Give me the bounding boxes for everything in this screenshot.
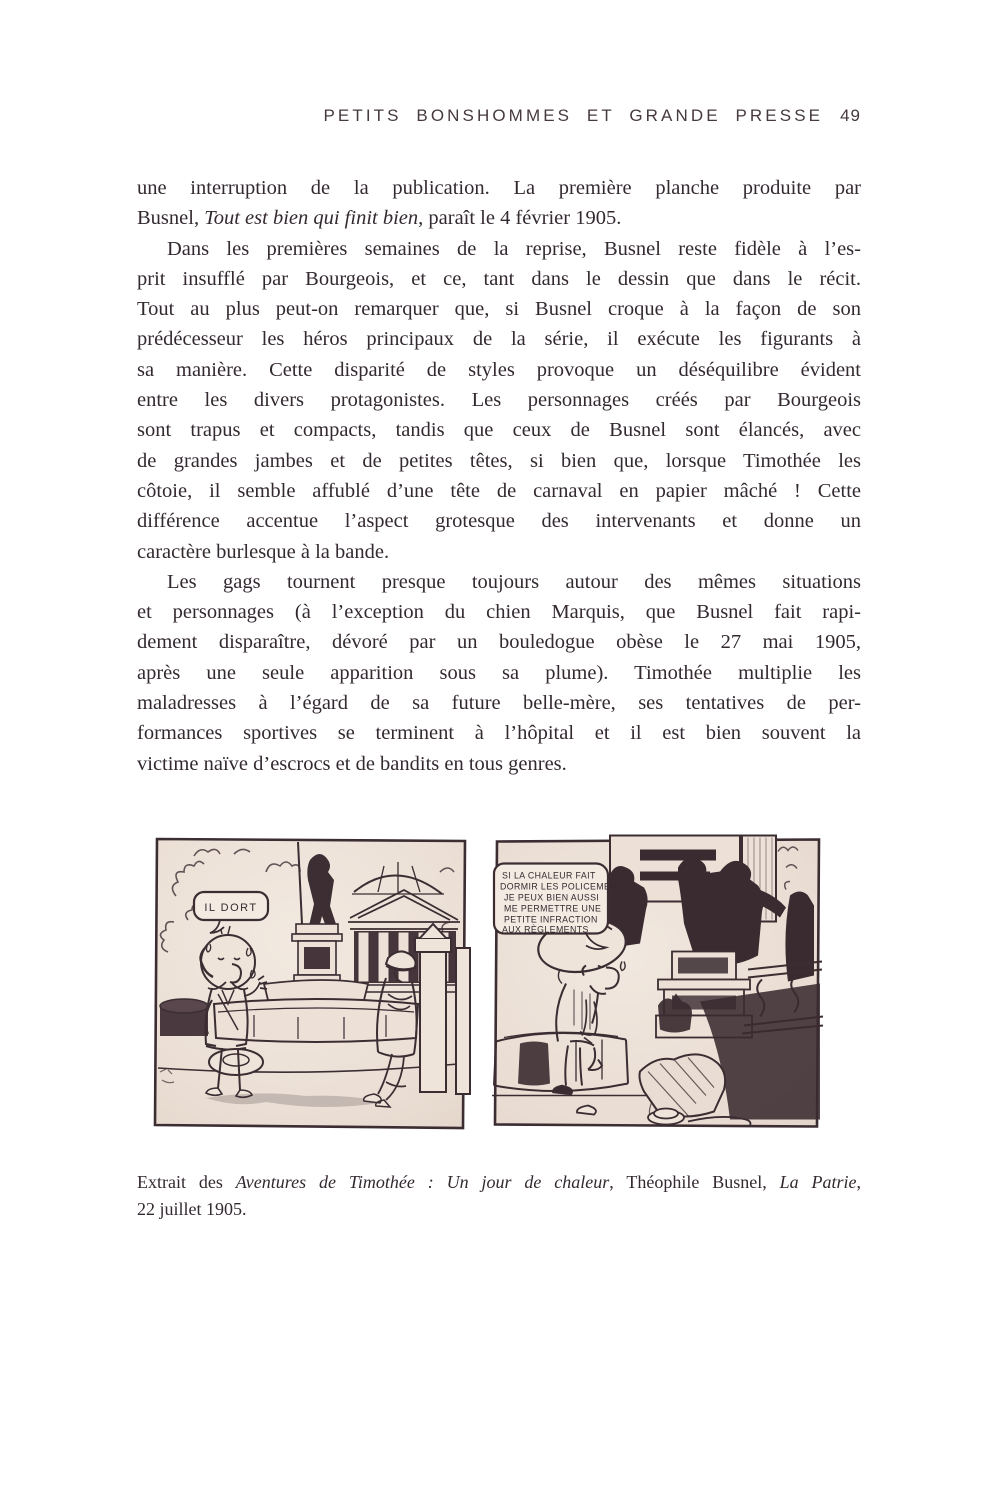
body-text-line: Busnel, Tout est bien qui finit bien, paraît le 4 février 1905. xyxy=(137,207,622,230)
speech-bubble-line: ME PERMETTRE UNE xyxy=(504,903,602,914)
running-head xyxy=(137,106,861,126)
body-text-line: entre les divers protagonistes. Les personnages créés par Bourgeois xyxy=(137,389,861,412)
comic-panel-left xyxy=(148,832,474,1135)
body-text-line: après une seule apparition sous sa plume). Timothée multiplie les xyxy=(137,661,861,684)
body-text-line: Tout au plus peut-on remarquer que, si Busnel croque à la façon de son xyxy=(137,298,861,321)
body-text-line: maladresses à l’égard de sa future belle-mère, ses tentatives de per- xyxy=(137,692,861,715)
body-text-line: prit insufflé par Bourgeois, et ce, tant dans le dessin que dans le récit. xyxy=(137,267,861,290)
body-text-line: sa manière. Cette disparité de styles provoque un déséquilibre évident xyxy=(137,358,861,381)
body-text-line: Les gags tournent presque toujours autour des mêmes situations xyxy=(167,570,861,593)
body-text-line: Dans les premières semaines de la reprise, Busnel reste fidèle à l’es- xyxy=(167,237,861,260)
body-text-line: une interruption de la publication. La première planche produite par xyxy=(137,177,861,199)
body-text-line: sont trapus et compacts, tandis que ceux de Busnel sont élancés, avec xyxy=(137,419,861,442)
body-text-line: côtoie, il semble affublé d’une tête de carnaval en papier mâché ! Cette xyxy=(137,479,861,502)
comic-strip xyxy=(148,832,825,1135)
body-text-line: caractère burlesque à la bande. xyxy=(137,540,390,563)
page-number: 49 xyxy=(840,106,861,125)
caption-line: Extrait des Aventures de Timothée : Un jour de chaleur, Théophile Busnel, La Patrie, xyxy=(137,1172,861,1192)
body-text-line: de grandes jambes et de petites têtes, si bien que, lorsque Timothée les xyxy=(137,449,861,472)
comic-panel-right xyxy=(490,832,825,1135)
pedestal-panel xyxy=(678,958,728,974)
body-text-line: dement disparaître, dévoré par un bouledogue obèse le 27 mai 1905, xyxy=(137,631,861,654)
speech-bubble-text: IL DORT xyxy=(204,902,258,914)
body-text-line: et personnages (à l’exception du chien Marquis, que Busnel fait rapi- xyxy=(137,601,861,624)
caption-line: 22 juillet 1905. xyxy=(137,1198,247,1219)
speech-bubble-line: SI LA CHALEUR FAIT xyxy=(502,870,596,881)
body-text-line: différence accentue l’aspect grotesque des intervenants et donne un xyxy=(137,510,861,533)
speech-bubble-line: JE PEUX BIEN AUSSI xyxy=(504,892,600,903)
body-text-line: prédécesseur les héros principaux de la série, il exécute les figurants à xyxy=(137,328,861,351)
speech-bubble-line: AUX RÈGLEMENTS xyxy=(502,924,589,935)
stone-drum xyxy=(160,999,208,1036)
body-text-line: victime naïve d’escrocs et de bandits en tous genres. xyxy=(137,752,567,775)
figure-caption xyxy=(137,1169,861,1222)
running-head-title: PETITS BONSHOMMES ET GRANDE PRESSE xyxy=(323,106,824,125)
body-text-line: formances sportives se terminent à l’hôpital et il est bien souvent la xyxy=(137,722,861,745)
speech-bubble-line: DORMIR LES POLICEMEN xyxy=(500,881,618,892)
speech-bubble-line: PETITE INFRACTION xyxy=(504,914,598,925)
body-text xyxy=(137,173,861,779)
